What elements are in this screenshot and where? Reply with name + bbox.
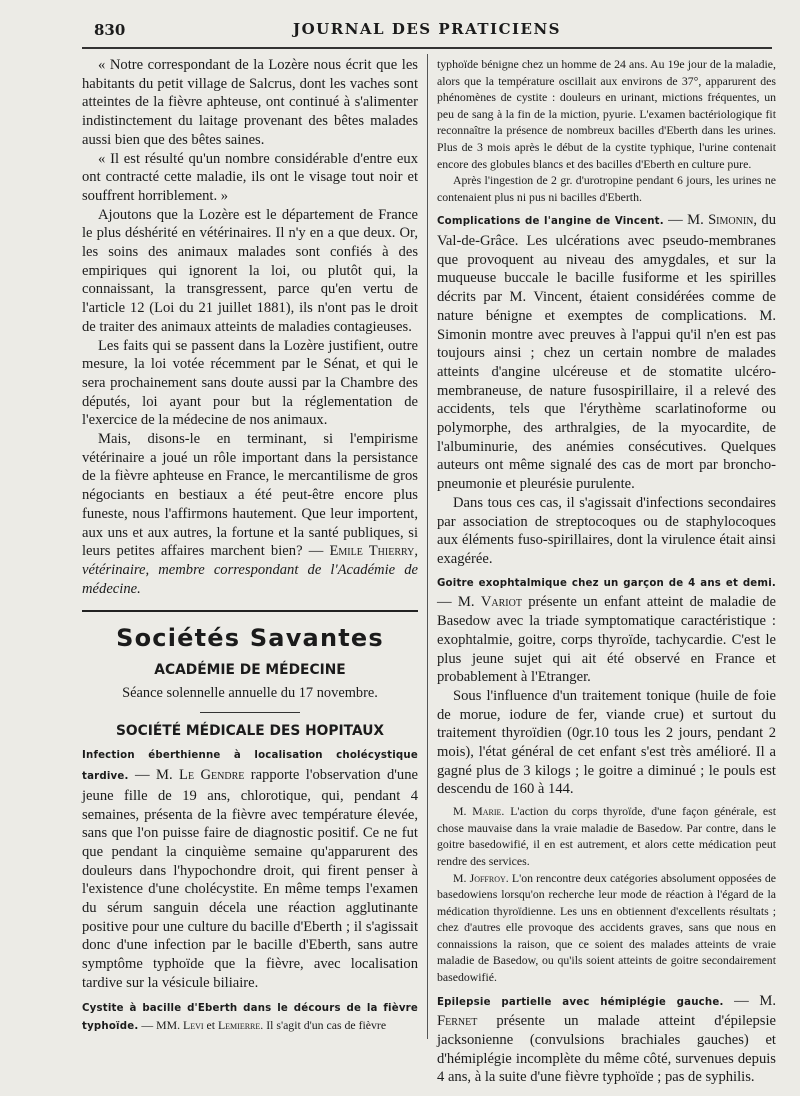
doctor-name: Le Gendre: [179, 767, 245, 784]
doctor-name: M. Marie: [453, 804, 502, 819]
case-heading: Epilepsie partielle avec hémiplégie gauche.: [437, 996, 724, 1008]
left-column: [82, 56, 418, 1036]
header-rule: [82, 47, 772, 49]
doctor-name: M. Joffroy: [453, 870, 506, 885]
case-angine-secondary: Dans tous ces cas, il s'agissait d'infections secondaires par association de streptocoques ou de staphylocoques aux éléments fuso-spirillaires, dont la virulence était ainsi exagérée.: [437, 494, 776, 567]
author-name: Emile Thierry: [329, 543, 415, 560]
paragraph-conclusion: [82, 430, 418, 598]
right-column: [437, 56, 776, 1087]
case-cystite: Cystite à bacille d'Eberth dans le décours de la fièvre typhoïde. — MM. Levi et Lemierre. Il s'agit d'un cas de fièvre: [82, 1002, 418, 1033]
case-angine-vincent: Complications de l'angine de Vincent. — M. Simonin, du Val-de-Grâce. Les ulcérations avec pseudo-membranes que provoquent au niveau des amygdales, et sur la muqueuse buccale le bacille fusiforme et les spirilles décrits par M. Vincent, étaient considérées comme de nature bénigne et exemptes de complications. M. Simonin montre avec preuves à l'appui qu'il n'en est pas toujours ainsi ; chez un certain nombre de malades atteints d'angine ulcéreuse et de stomatite ulcéro-membraneuse, de nature fusospirillaire, il a relevé des accidents, tels que l'érythème scarlatinoforme ou polymorphe, des arthralgies, de la myocardite, de l'albuminurie, des anémies consécutives. Quelques auteurs ont même signalé des cas de mort par broncho-pneumonie et pleurésie purulente.: [437, 212, 776, 493]
smh-heading: SOCIÉTÉ MÉDICALE DES HOPITAUX: [115, 723, 385, 740]
academie-heading: ACADÉMIE DE MÉDECINE: [154, 662, 346, 679]
paragraph-loi-senat: Les faits qui se passent dans la Lozère justifient, outre mesure, la loi votée récemment par le Sénat, et qui le sera prochainement sans doute aussi par la Chambre des députés, loi ayant pour but la réglementation de l'exercice de la médecine de nos animaux.: [82, 337, 418, 429]
author-role: vétérinaire, membre correspondant de l'Académie de médecine.: [82, 561, 418, 597]
paragraph-lozere-letter-2: « Il est résulté qu'un nombre considérable d'entre eux ont contracté cette maladie, ils ont le visage tout noir et souffrent horriblement. »: [82, 150, 418, 204]
paragraph-lozere-letter: « Notre correspondant de la Lozère nous écrit que les habitants du petit village de Salcrus, dont les vaches sont atteintes de la fièvre aphteuse, ont continué à s'alimenter indistinctement du laitage provenant des bêtes malades aussi bien que des bêtes saines.: [82, 57, 418, 148]
doctor-name: Simonin: [708, 212, 754, 229]
author-sep: ,: [414, 543, 419, 560]
doctor-name: Variot: [480, 594, 522, 611]
seance-line: Séance solennelle annuelle du 17 novembre.: [122, 685, 378, 702]
running-title: JOURNAL DES PRATICIENS: [293, 20, 561, 38]
discussion-joffroy: M. Joffroy. L'on rencontre deux catégories absolument opposées de basedowiens lorsqu'on recherche leur mode de réaction à l'égard de la médication thyroïdienne. Les uns en obtiennent d'excellents résultats ; chez d'autres elle provoque des accidents graves, sans que nous en connaissions la raison, que ce soient des malades atteints de vraie maladie de Basedow, ou qu'ils soient atteints de goitre secondairement basedowifié.: [437, 870, 777, 985]
case-goitre-treatment: Sous l'influence d'un traitement tonique (huile de foie de morue, iodure de fer, viande crue) et surtout du traitement thyroïdien (0gr.10 tous les 2 jours, pendant 2 mois), l'état général de cet enfant s'est très amélioré. Il a gagné plus de 3 kilogs ; le goitre a diminué ; le pouls est descendu de 160 à 144.: [437, 687, 776, 798]
short-rule: [200, 712, 300, 713]
case-heading: Infection éberthienne à localisation cholécystique tardive.: [82, 750, 418, 783]
discussion-marie: M. Marie. L'action du corps thyroïde, d'une façon générale, est chose mauvaise dans la vraie maladie de Basedow. Par contre, dans le goitre basedowifié, il en est autrement, et alors cette médication peut rendre des services.: [437, 804, 776, 868]
case-heading: Goitre exophtalmique chez un garçon de 4 ans et demi.: [437, 577, 776, 589]
paragraph-veterinaires: Ajoutons que la Lozère est le département de France le plus déshérité en vétérinaires. Il n'y en a que deux. Or, les soins des animaux malades sont confiés à des empiriques qui ignorent la loi, ou plutôt qui, la connaissant, la transgressent, parce qu'en vertu de l'article 12 (Loi du 21 juillet 1881), ils n'ont pas le droit de traiter des animaux atteints de maladies contagieuses.: [82, 206, 418, 335]
doctor-name: Fernet: [437, 1013, 478, 1030]
case-infection-eberthienne: Infection éberthienne à localisation cholécystique tardive. — M. Le Gendre rapporte l'observation d'une jeune fille de 19 ans, chlorotique, qui, pendant 4 semaines, présenta de la fièvre avec température élevée, sans que l'on puisse faire de diagnostic positif. Ce ne fut que pendant la cinquième semaine qu'apparurent des douleurs dans l'hypochondre droit, qui firent penser à l'existence d'une cholécystite. En même temps l'examen du sérum sanguin décela une réaction agglutinante positive pour une culture du bacille d'Eberth ; il s'agissait donc d'une infection par le bacille d'Eberth, sans autre symptôme typhoïde que la fièvre, avec localisation tardive sur la vésicule biliaire.: [82, 750, 418, 991]
case-cystite-continued: typhoïde bénigne chez un homme de 24 ans. Au 19e jour de la maladie, alors que la température oscillait aux environs de 37°, apparurent des phénomènes de cystite : douleurs en urinant, mictions fréquentes, un peu de sang à la fin de la miction, pyurie. L'examen bactériologique fit reconnaître la présence de nombreux bacilles d'Eberth dans les urines. Plus de 3 mois après le début de la cystite typhique, l'urine contenait encore des globules blancs et des bacilles d'Eberth en culture pure.: [437, 57, 776, 171]
page-header: [82, 20, 772, 44]
case-heading: Complications de l'angine de Vincent.: [437, 216, 664, 228]
column-divider: [427, 54, 428, 1039]
doctor-name: Levi: [183, 1018, 204, 1033]
case-goitre: Goitre exophtalmique chez un garçon de 4 ans et demi. — M. Variot présente un enfant atteint de maladie de Basedow avec la triade symptomatique caractéristique : exophtalmie, goitre, corps thyroïde, tachycardie. C'est le plus jeune sujet qui ait été observé en France et probablement à l'Etranger.: [437, 577, 776, 686]
case-cystite-treatment: Après l'ingestion de 2 gr. d'urotropine pendant 6 jours, les urines ne contenaient plus ni pus ni bacilles d'Eberth.: [437, 173, 776, 204]
section-rule: [82, 610, 418, 612]
section-title-societes: Sociétés Savantes: [116, 624, 384, 653]
case-epilepsie: Epilepsie partielle avec hémiplégie gauche. — M. Fernet présente un malade atteint d'épilepsie jacksonienne (convulsions brachiales gauches) et d'hémiplégie incomplète du même côté, survenues depuis 4 ans, à la suite d'une fièvre typhoïde ; pas de syphilis.: [437, 992, 777, 1086]
doctor-name: Lemierre: [217, 1018, 261, 1033]
case-heading: Cystite à bacille d'Eberth dans le décours de la fièvre typhoïde.: [82, 1002, 418, 1033]
page-number: 830: [94, 21, 126, 39]
conclusion-text: Mais, disons-le en terminant, si l'empirisme vétérinaire a joué un rôle important dans la persistance de la fièvre aphteuse en France, le mercantilisme de gros négociants en bestiaux a été peut-être encore plus funeste, nous l'affirmons hautement. Que leur importent, aux uns et aux autres, la fortune et la santé publiques, si leurs petites affaires marchent bien? —: [82, 431, 418, 560]
